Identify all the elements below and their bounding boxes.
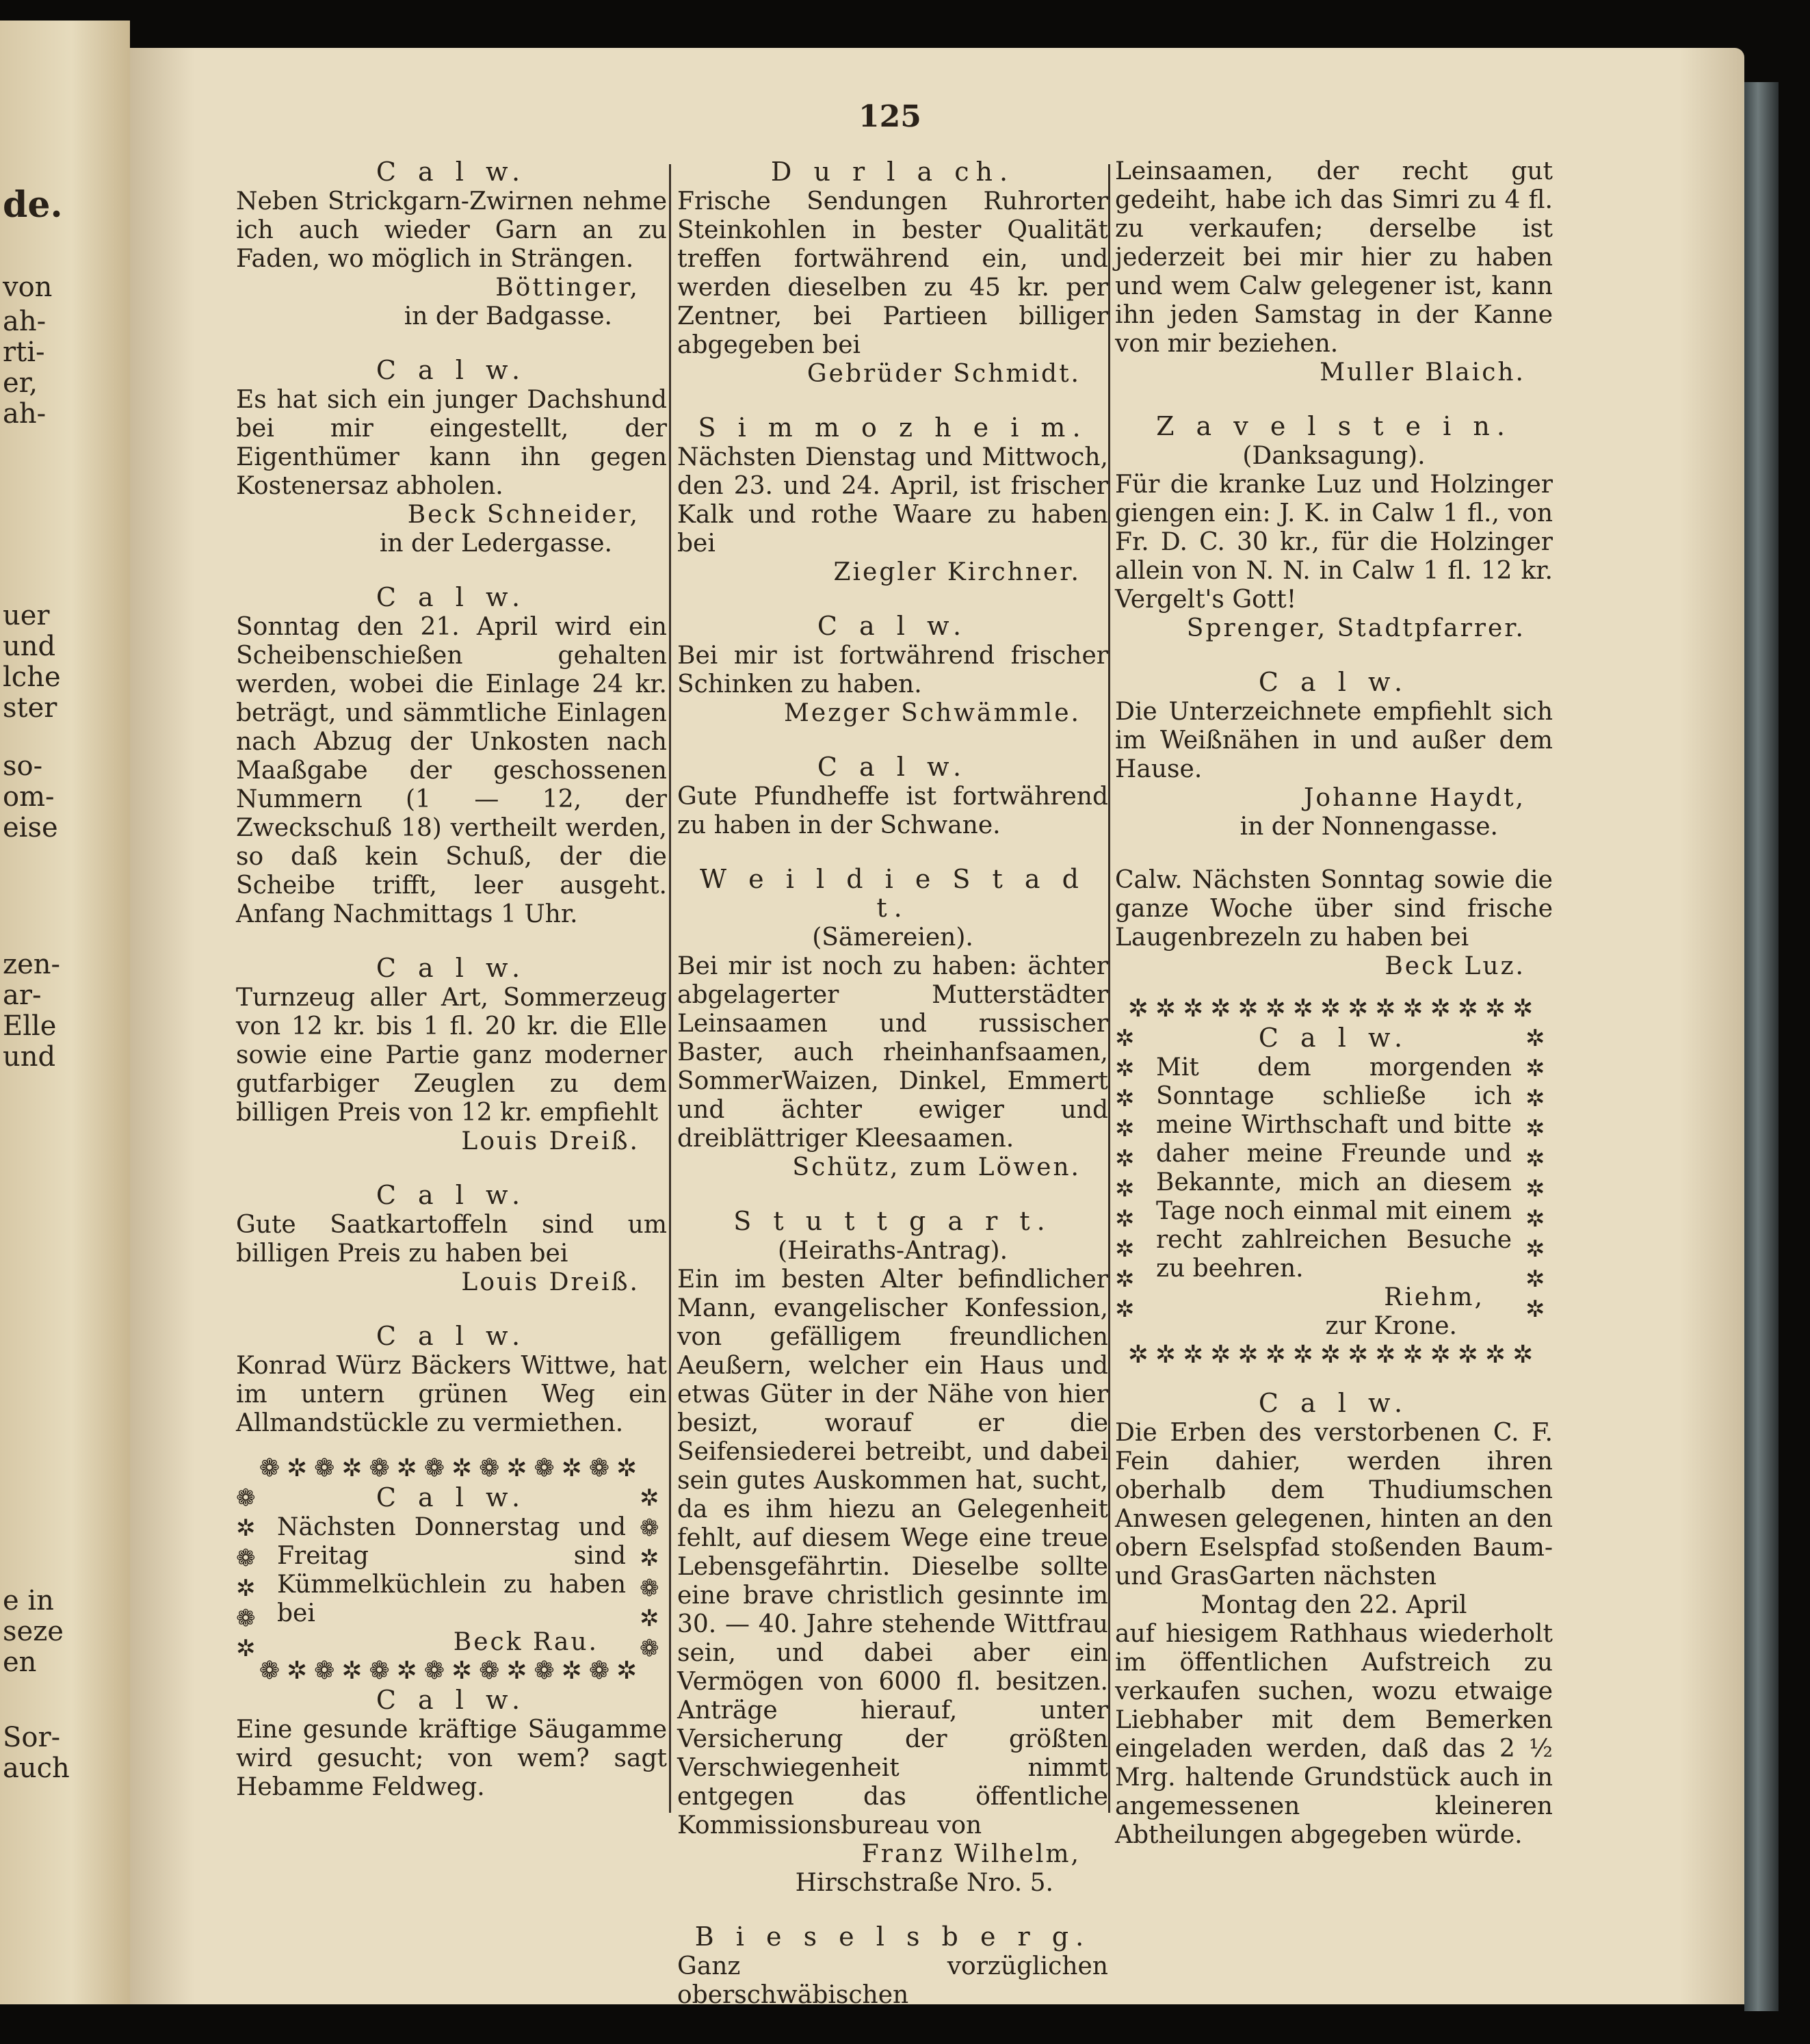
ad-signature: Beck Schneider, xyxy=(407,501,640,529)
ad-signature: Sprenger, Stadtpfarrer. xyxy=(1186,614,1525,642)
ad-signature: Beck Rau. xyxy=(453,1628,599,1656)
ad-signature: Franz Wilhelm, xyxy=(861,1840,1081,1868)
left-page-edge xyxy=(0,21,130,2004)
ad-text: Bei mir ist fortwährend frischer Schinken zu haben. xyxy=(677,642,1108,698)
framed-advertisement xyxy=(1115,1023,1553,1341)
ad-place: C a l w. xyxy=(1258,1023,1410,1053)
ad-signature: Böttinger, xyxy=(495,274,640,302)
ad-place: C a l w. xyxy=(1258,667,1410,697)
ad-signature: Johanne Haydt, xyxy=(1303,784,1525,812)
ad-text: Frische Sendungen Ruhrorter Steinkohlen in bester Qualität treffen fortwährend ein, und werden dieselben zu 45 kr. per Zentner, bei Partieen billiger abgegeben bei xyxy=(677,187,1108,359)
left-fragment: Elle xyxy=(3,1010,57,1042)
advertisement xyxy=(1115,412,1553,643)
ad-text: Turnzeug aller Art, Sommerzeug von 12 kr. bis 1 fl. 20 kr. die Elle sowie eine Partie ganz moderner gutfarbiger Zeuglen zu dem billigen Preis von 12 kr. empfiehlt xyxy=(236,984,667,1127)
left-fragment: ster xyxy=(3,692,57,724)
column-rule xyxy=(669,164,671,1813)
left-fragment: er, xyxy=(3,367,38,399)
left-fragment: e in xyxy=(3,1585,54,1616)
left-fragment: Sor- xyxy=(3,1722,61,1753)
left-fragment: om- xyxy=(3,781,55,813)
advertisement xyxy=(236,583,667,929)
column-3 xyxy=(1115,157,1553,1874)
left-fragment: ar- xyxy=(3,980,42,1011)
advertisement xyxy=(236,954,667,1156)
left-fragment: ah- xyxy=(3,398,47,430)
ornament-border: ✲ ✲ ✲ ✲ ✲ ✲ ✲ ✲ ✲ ✲ xyxy=(1525,1025,1545,1323)
ad-text: Leinsaamen, der recht gut gedeiht, habe ich das Simri zu 4 fl. zu verkaufen; derselbe ist jederzeit bei mir hier zu haben und wem Calw gelegener ist, kann ihn jeden Samstag in der Kanne von mir beziehen. xyxy=(1115,157,1553,358)
ad-place: C a l w. xyxy=(376,953,527,983)
book-binding xyxy=(1744,82,1779,2011)
advertisement xyxy=(1115,157,1553,387)
ad-place: C a l w. xyxy=(817,611,969,641)
advertisement xyxy=(1115,668,1553,841)
ad-signature: Louis Dreiß. xyxy=(461,1268,640,1296)
left-fragment: von xyxy=(3,272,53,303)
ad-place: C a l w. xyxy=(817,752,969,782)
ad-text: Mit dem morgenden Sonntage schließe ich meine Wirthschaft und bitte daher meine Freunde und Bekannte, mich an diesem Tage noch einmal mit einem recht zahlreichen Besuche zu beehren. xyxy=(1156,1053,1512,1283)
advertisement xyxy=(677,1207,1108,1898)
ad-place: Z a v e l s t e i n. xyxy=(1156,411,1512,441)
ornament-border: ❁✲❁✲❁✲❁✲❁✲❁✲❁✲ xyxy=(259,1454,644,1482)
advertisement xyxy=(236,356,667,558)
ad-signature: Schütz, zum Löwen. xyxy=(792,1153,1081,1181)
ad-text: Gute Saatkartoffeln sind um billigen Preis zu haben bei xyxy=(236,1211,667,1268)
ad-place: S i m m o z h e i m. xyxy=(698,412,1088,443)
framed-advertisement xyxy=(236,1483,667,1657)
ad-subtitle: (Danksagung). xyxy=(1242,442,1426,470)
advertisement xyxy=(236,157,667,331)
ad-text: Konrad Würz Bäckers Wittwe, hat im untern grünen Weg ein Allmandstückle zu vermiethen. xyxy=(236,1352,667,1437)
ad-place: C a l w. xyxy=(376,355,527,385)
ad-place: S t u t t g a r t. xyxy=(733,1206,1052,1236)
left-fragment: en xyxy=(3,1647,37,1678)
ad-signature-address: Hirschstraße Nro. 5. xyxy=(795,1869,1053,1897)
ad-text: Die Erben des verstorbenen C. F. Fein dahier, werden ihren oberhalb dem Thudiumschen Anwesen gelegenen, hinten an den obern Eselspfad stoßenden Baum- und GrasGarten nächsten xyxy=(1115,1419,1553,1590)
advertisement xyxy=(236,1322,667,1438)
ad-signature: Gebrüder Schmidt. xyxy=(806,360,1081,388)
ad-text: Gute Pfundheffe ist fortwährend zu haben in der Schwane. xyxy=(677,783,1108,839)
ad-signature-address: in der Ledergasse. xyxy=(379,529,612,558)
ad-signature: Mezger Schwämmle. xyxy=(784,699,1081,727)
ad-signature: Ziegler Kirchner. xyxy=(833,558,1081,586)
ad-text: Eine gesunde kräftige Säugamme wird gesucht; von wem? sagt Hebamme Feldweg. xyxy=(236,1716,667,1801)
ornament-border: ✲ ✲ ✲ ✲ ✲ ✲ ✲ ✲ ✲ ✲ xyxy=(1115,1025,1135,1323)
ad-text: Calw. Nächsten Sonntag sowie die ganze Woche über sind frische Laugenbrezeln zu haben bei xyxy=(1115,866,1553,952)
advertisement xyxy=(677,752,1108,840)
ornament-border: ❁ ✲ ❁ ✲ ❁ ✲ xyxy=(236,1484,256,1657)
left-fragment: ah- xyxy=(3,306,47,337)
left-fragment: seze xyxy=(3,1616,64,1647)
ornament-border: ✲ ❁ ✲ ❁ ✲ ❁ xyxy=(640,1484,659,1657)
ad-text: Ein im besten Alter befindlicher Mann, evangelischer Konfession, von gefälligem freundlichen Aeußern, welcher ein Haus und etwas Güter in der Nähe von hier besizt, worauf er die Seifensiederei betreibt, und dabei sein gutes Auskommen hat, sucht, da es ihm hiezu an Gelegenheit fehlt, auf diesem Wege eine treue Lebensgefährtin. Dieselbe sollte eine brave christlich gesinnte im 30. — 40. Jahre stehende Wittfrau sein, und dabei aber ein Vermögen von 6000 fl. besitzen. Anträge hierauf, unter Versicherung der größten Verschwiegenheit nimmt entgegen das öffentliche Kommissionsbureau von xyxy=(677,1266,1108,1839)
ad-text: Sonntag den 21. April wird ein Scheibenschießen gehalten werden, wobei die Einlage 24 kr. beträgt, und sämmtliche Einlagen nach Abzug der Unkosten nach Maaßgabe der geschossenen Nummern (1 — 12, der Zweckschuß 18) vertheilt werden, so daß kein Schuß, der die Scheibe trifft, leer ausgeht. Anfang Nachmittags 1 Uhr. xyxy=(236,613,667,928)
ad-text: Ganz vorzüglichen oberschwäbischen xyxy=(677,1952,1108,2009)
ad-signature: Riehm, xyxy=(1384,1283,1484,1311)
ad-text: Für die kranke Luz und Holzinger giengen ein: J. K. in Calw 1 fl., von Fr. D. C. 30 kr., für die Holzinger allein von N. N. in Calw 1 fl. 12 kr. Vergelt's Gott! xyxy=(1115,471,1553,614)
left-fragment: auch xyxy=(3,1753,70,1784)
ad-place: C a l w. xyxy=(376,157,527,187)
advertisement xyxy=(236,1686,667,1802)
ad-text: Es hat sich ein junger Dachshund bei mir eingestellt, der Eigenthümer kann ihn gegen Kostenersaz abholen. xyxy=(236,386,667,500)
ad-place: C a l w. xyxy=(1258,1388,1410,1418)
ornament-border: ✲✲✲✲✲✲✲✲✲✲✲✲✲✲✲ xyxy=(1127,1341,1540,1369)
advertisement xyxy=(1115,1389,1553,1850)
ad-subtitle: (Sämereien). xyxy=(812,923,973,952)
ad-place: D u r l a ch. xyxy=(770,157,1015,187)
ad-signature-address: in der Badgasse. xyxy=(404,302,612,330)
ad-signature: Louis Dreiß. xyxy=(461,1127,640,1155)
ad-place: C a l w. xyxy=(376,1180,527,1210)
ornament-border: ✲✲✲✲✲✲✲✲✲✲✲✲✲✲✲ xyxy=(1127,995,1540,1023)
advertisement xyxy=(677,413,1108,587)
ad-place: C a l w. xyxy=(376,1685,527,1715)
advertisement xyxy=(1115,866,1553,981)
ad-signature-address: zur Krone. xyxy=(1325,1312,1457,1340)
advertisement xyxy=(677,612,1108,728)
advertisement xyxy=(677,157,1108,389)
left-fragment: de. xyxy=(3,184,63,226)
ad-place: C a l w. xyxy=(376,1482,527,1512)
advertisement xyxy=(236,1181,667,1297)
left-fragment: und xyxy=(3,1041,56,1073)
ad-text: Nächsten Dienstag und Mittwoch, den 23. und 24. April, ist frischer Kalk und rothe Waare zu haben bei xyxy=(677,443,1108,558)
left-fragment: rti- xyxy=(3,337,45,368)
ad-text: Die Unterzeichnete empfiehlt sich im Weißnähen in und außer dem Hause. xyxy=(1115,698,1553,783)
ad-subtitle: (Heiraths-Antrag). xyxy=(777,1237,1008,1265)
left-fragment: lche xyxy=(3,661,61,693)
ad-signature-address: in der Nonnengasse. xyxy=(1240,813,1498,841)
left-fragment: zen- xyxy=(3,949,61,980)
ad-signature: Muller Blaich. xyxy=(1320,358,1525,386)
column-2 xyxy=(677,157,1108,2034)
advertisement xyxy=(677,865,1108,1182)
left-fragment: so- xyxy=(3,750,43,782)
ad-signature: Beck Luz. xyxy=(1385,952,1525,980)
ad-place: C a l w. xyxy=(376,1321,527,1351)
auction-date: Montag den 22. April xyxy=(1201,1591,1467,1619)
ad-place: B i e s e l s b e r g. xyxy=(694,1922,1091,1952)
ornament-border: ❁✲❁✲❁✲❁✲❁✲❁✲❁✲ xyxy=(259,1657,644,1685)
ad-text: Neben Strickgarn-Zwirnen nehme ich auch wieder Garn an zu Faden, wo möglich in Strängen. xyxy=(236,187,667,273)
ad-place: C a l w. xyxy=(376,582,527,612)
left-fragment: eise xyxy=(3,812,58,843)
left-fragment: uer xyxy=(3,600,50,631)
column-1 xyxy=(236,157,667,1826)
left-fragment: und xyxy=(3,631,56,662)
ad-text: Bei mir ist noch zu haben: ächter abgelagerter Mutterstädter Leinsaamen und russischer Baster, auch rheinhanfsaamen, SommerWaizen, Dinkel, Emmert und ächter ewiger und dreiblättriger Kleesaamen. xyxy=(677,952,1108,1153)
column-rule xyxy=(1108,164,1110,1813)
page-number: 125 xyxy=(858,99,921,134)
ad-place: W e i l d i e S t a d t. xyxy=(700,864,1086,923)
advertisement xyxy=(677,1922,1108,2010)
ad-text: auf hiesigem Rathhaus wiederholt im öffentlichen Aufstreich zu verkaufen suchen, wozu etwaige Liebhaber mit dem Bemerken eingeladen werden, daß das 2 ½ Mrg. haltende Grundstück auch in angemessenen kleineren Abtheilungen abgegeben würde. xyxy=(1115,1620,1553,1849)
ad-text: Nächsten Donnerstag und Freitag sind Kümmelküchlein zu haben bei xyxy=(277,1513,626,1627)
